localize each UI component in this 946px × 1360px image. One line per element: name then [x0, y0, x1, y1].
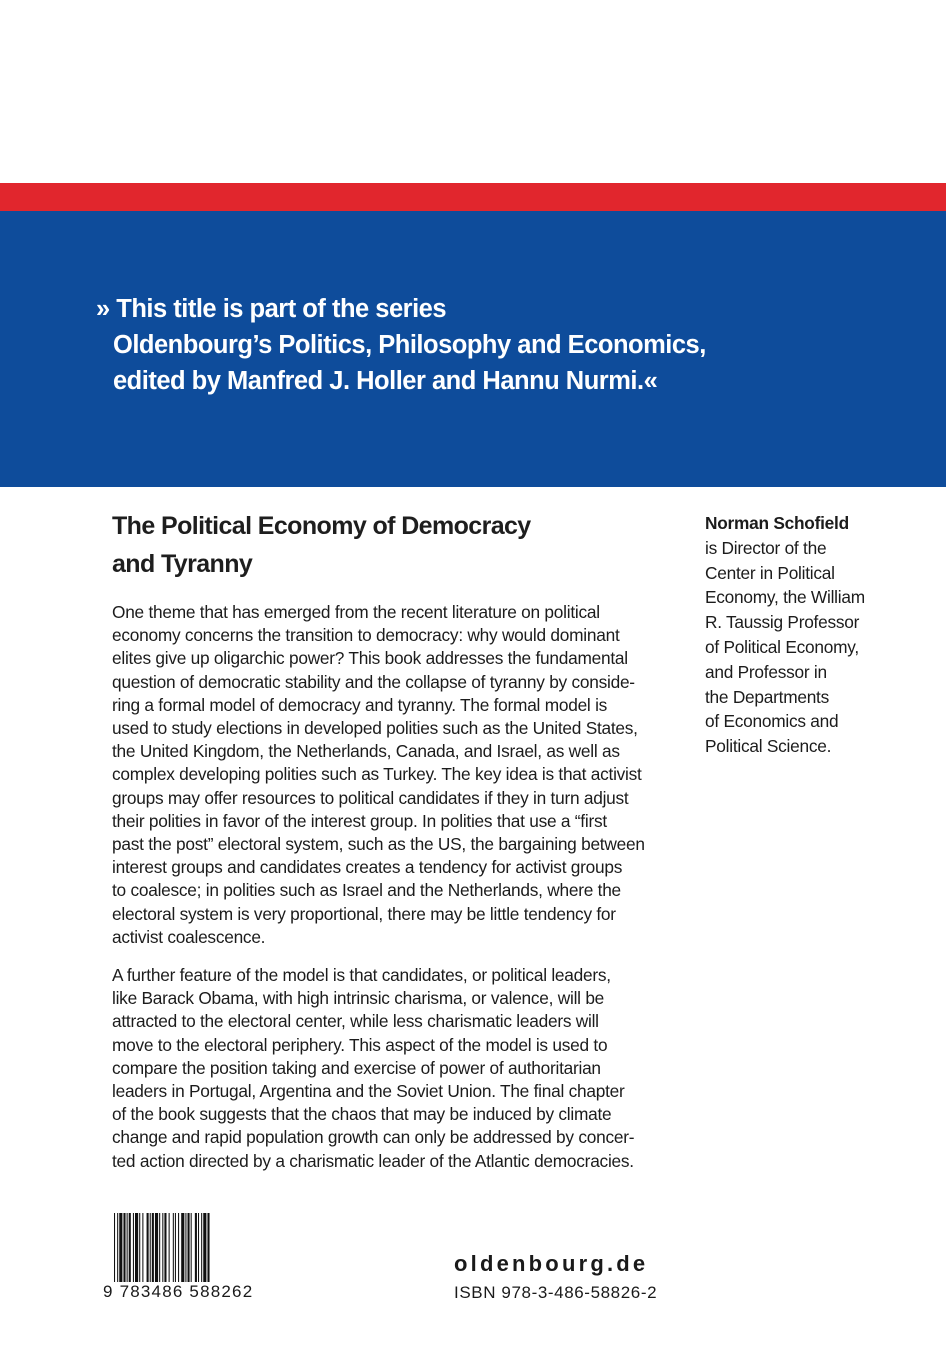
barcode-bar	[169, 1213, 170, 1287]
description-line: the United Kingdom, the Netherlands, Canada, and Israel, as well as	[112, 741, 620, 762]
book-title-line: and Tyranny	[112, 550, 253, 578]
publisher-website[interactable]: oldenbourg.de	[454, 1251, 649, 1276]
description-line: economy concerns the transition to democracy: why would dominant	[112, 625, 620, 646]
author-bio	[705, 511, 935, 759]
barcode-bar	[195, 1213, 197, 1287]
barcode-bar	[178, 1213, 179, 1287]
author-bio-line: and Professor in	[705, 661, 827, 682]
barcode-bar	[175, 1213, 176, 1287]
description-line: One theme that has emerged from the recent literature on political	[112, 602, 600, 622]
red-band	[0, 183, 946, 211]
barcode-bar	[185, 1213, 186, 1287]
book-title	[112, 507, 652, 583]
description-line: question of democratic stability and the collapse of tyranny by conside-	[112, 671, 635, 692]
isbn: ISBN 978-3-486-58826-2	[454, 1283, 658, 1302]
author-name: Norman Schofield	[705, 513, 849, 533]
author-bio-line: the Departments	[705, 686, 830, 707]
barcode-bar	[150, 1213, 151, 1287]
author-bio-line: Center in Political	[705, 562, 835, 583]
book-title-line: The Political Economy of Democracy	[112, 512, 531, 540]
series-line: Oldenbourg’s Politics, Philosophy and Economics,	[113, 331, 706, 359]
description-line: groups may offer resources to political candidates if they in turn adjust	[112, 787, 629, 808]
barcode-bar	[133, 1213, 134, 1287]
description-line: ted action directed by a charismatic leader of the Atlantic democracies.	[112, 1150, 634, 1171]
description-line: like Barack Obama, with high intrinsic charisma, or valence, will be	[112, 988, 605, 1009]
barcode-bar	[201, 1213, 202, 1287]
author-bio-line: R. Taussig Professor	[705, 612, 860, 633]
description-line: electoral system is very proportional, there may be little tendency for	[112, 903, 616, 924]
description-line: elites give up oligarchic power? This book addresses the fundamental	[112, 648, 628, 669]
barcode-bar	[142, 1213, 143, 1287]
description-line: of the book suggests that the chaos that may be induced by climate	[112, 1104, 612, 1125]
series-line: » This title is part of the series	[96, 295, 447, 323]
barcode-bar	[162, 1213, 163, 1287]
description-line: A further feature of the model is that candidates, or political leaders,	[112, 965, 611, 985]
description-line: complex developing polities such as Turkey. The key idea is that activist	[112, 764, 642, 785]
author-bio-line: Economy, the William	[705, 587, 865, 608]
description-line: change and rapid population growth can only be addressed by concer-	[112, 1127, 635, 1148]
barcode-number: 9 783486 588262	[103, 1282, 254, 1301]
author-bio-line: of Economics and	[705, 711, 839, 732]
barcode-bar	[173, 1213, 174, 1287]
barcode-bar	[159, 1213, 160, 1287]
barcode-bar	[129, 1213, 131, 1287]
author-bio-line: Political Science.	[705, 736, 832, 757]
description-line: interest groups and candidates creates a tendency for activist groups	[112, 857, 623, 878]
barcode-digits	[102, 1282, 282, 1302]
description-line: move to the electoral periphery. This aspect of the model is used to	[112, 1034, 608, 1055]
description-paragraph-1	[112, 601, 672, 949]
barcode-bar	[123, 1213, 125, 1287]
description-line: leaders in Portugal, Argentina and the Soviet Union. The final chapter	[112, 1081, 625, 1102]
description-line: attracted to the electoral center, while less charismatic leaders will	[112, 1011, 599, 1032]
description-line: used to study elections in developed polities such as the United States,	[112, 718, 638, 739]
description-line: to coalesce; in polities such as Israel and the Netherlands, where the	[112, 880, 621, 901]
description-line: past the post” electoral system, such as the US, the bargaining between	[112, 834, 645, 855]
barcode-bar	[188, 1213, 190, 1287]
barcode-bar	[135, 1213, 138, 1287]
series-line: edited by Manfred J. Holler and Hannu Nurmi.«	[113, 367, 658, 395]
barcode-bar	[164, 1213, 166, 1287]
description-line: activist coalescence.	[112, 926, 266, 947]
description-paragraph-2	[112, 964, 672, 1173]
description-line: ring a formal model of democracy and tyranny. The formal model is	[112, 694, 608, 715]
author-bio-line: of Political Economy,	[705, 636, 859, 657]
barcode-bar	[155, 1213, 158, 1287]
barcode-bar	[198, 1213, 199, 1287]
barcode-bar	[147, 1213, 149, 1287]
series-note	[96, 291, 916, 399]
barcode-bar	[181, 1213, 184, 1287]
barcode-bar	[127, 1213, 128, 1287]
barcode-bar	[139, 1213, 140, 1287]
description-line: compare the position taking and exercise of power of authoritarian	[112, 1057, 601, 1078]
author-bio-line: is Director of the	[705, 537, 827, 558]
barcode-bar	[152, 1213, 154, 1287]
barcode-bar	[119, 1213, 122, 1287]
description-line: their polities in favor of the interest group. In polities that use a “first	[112, 810, 607, 831]
barcode-bar	[191, 1213, 192, 1287]
